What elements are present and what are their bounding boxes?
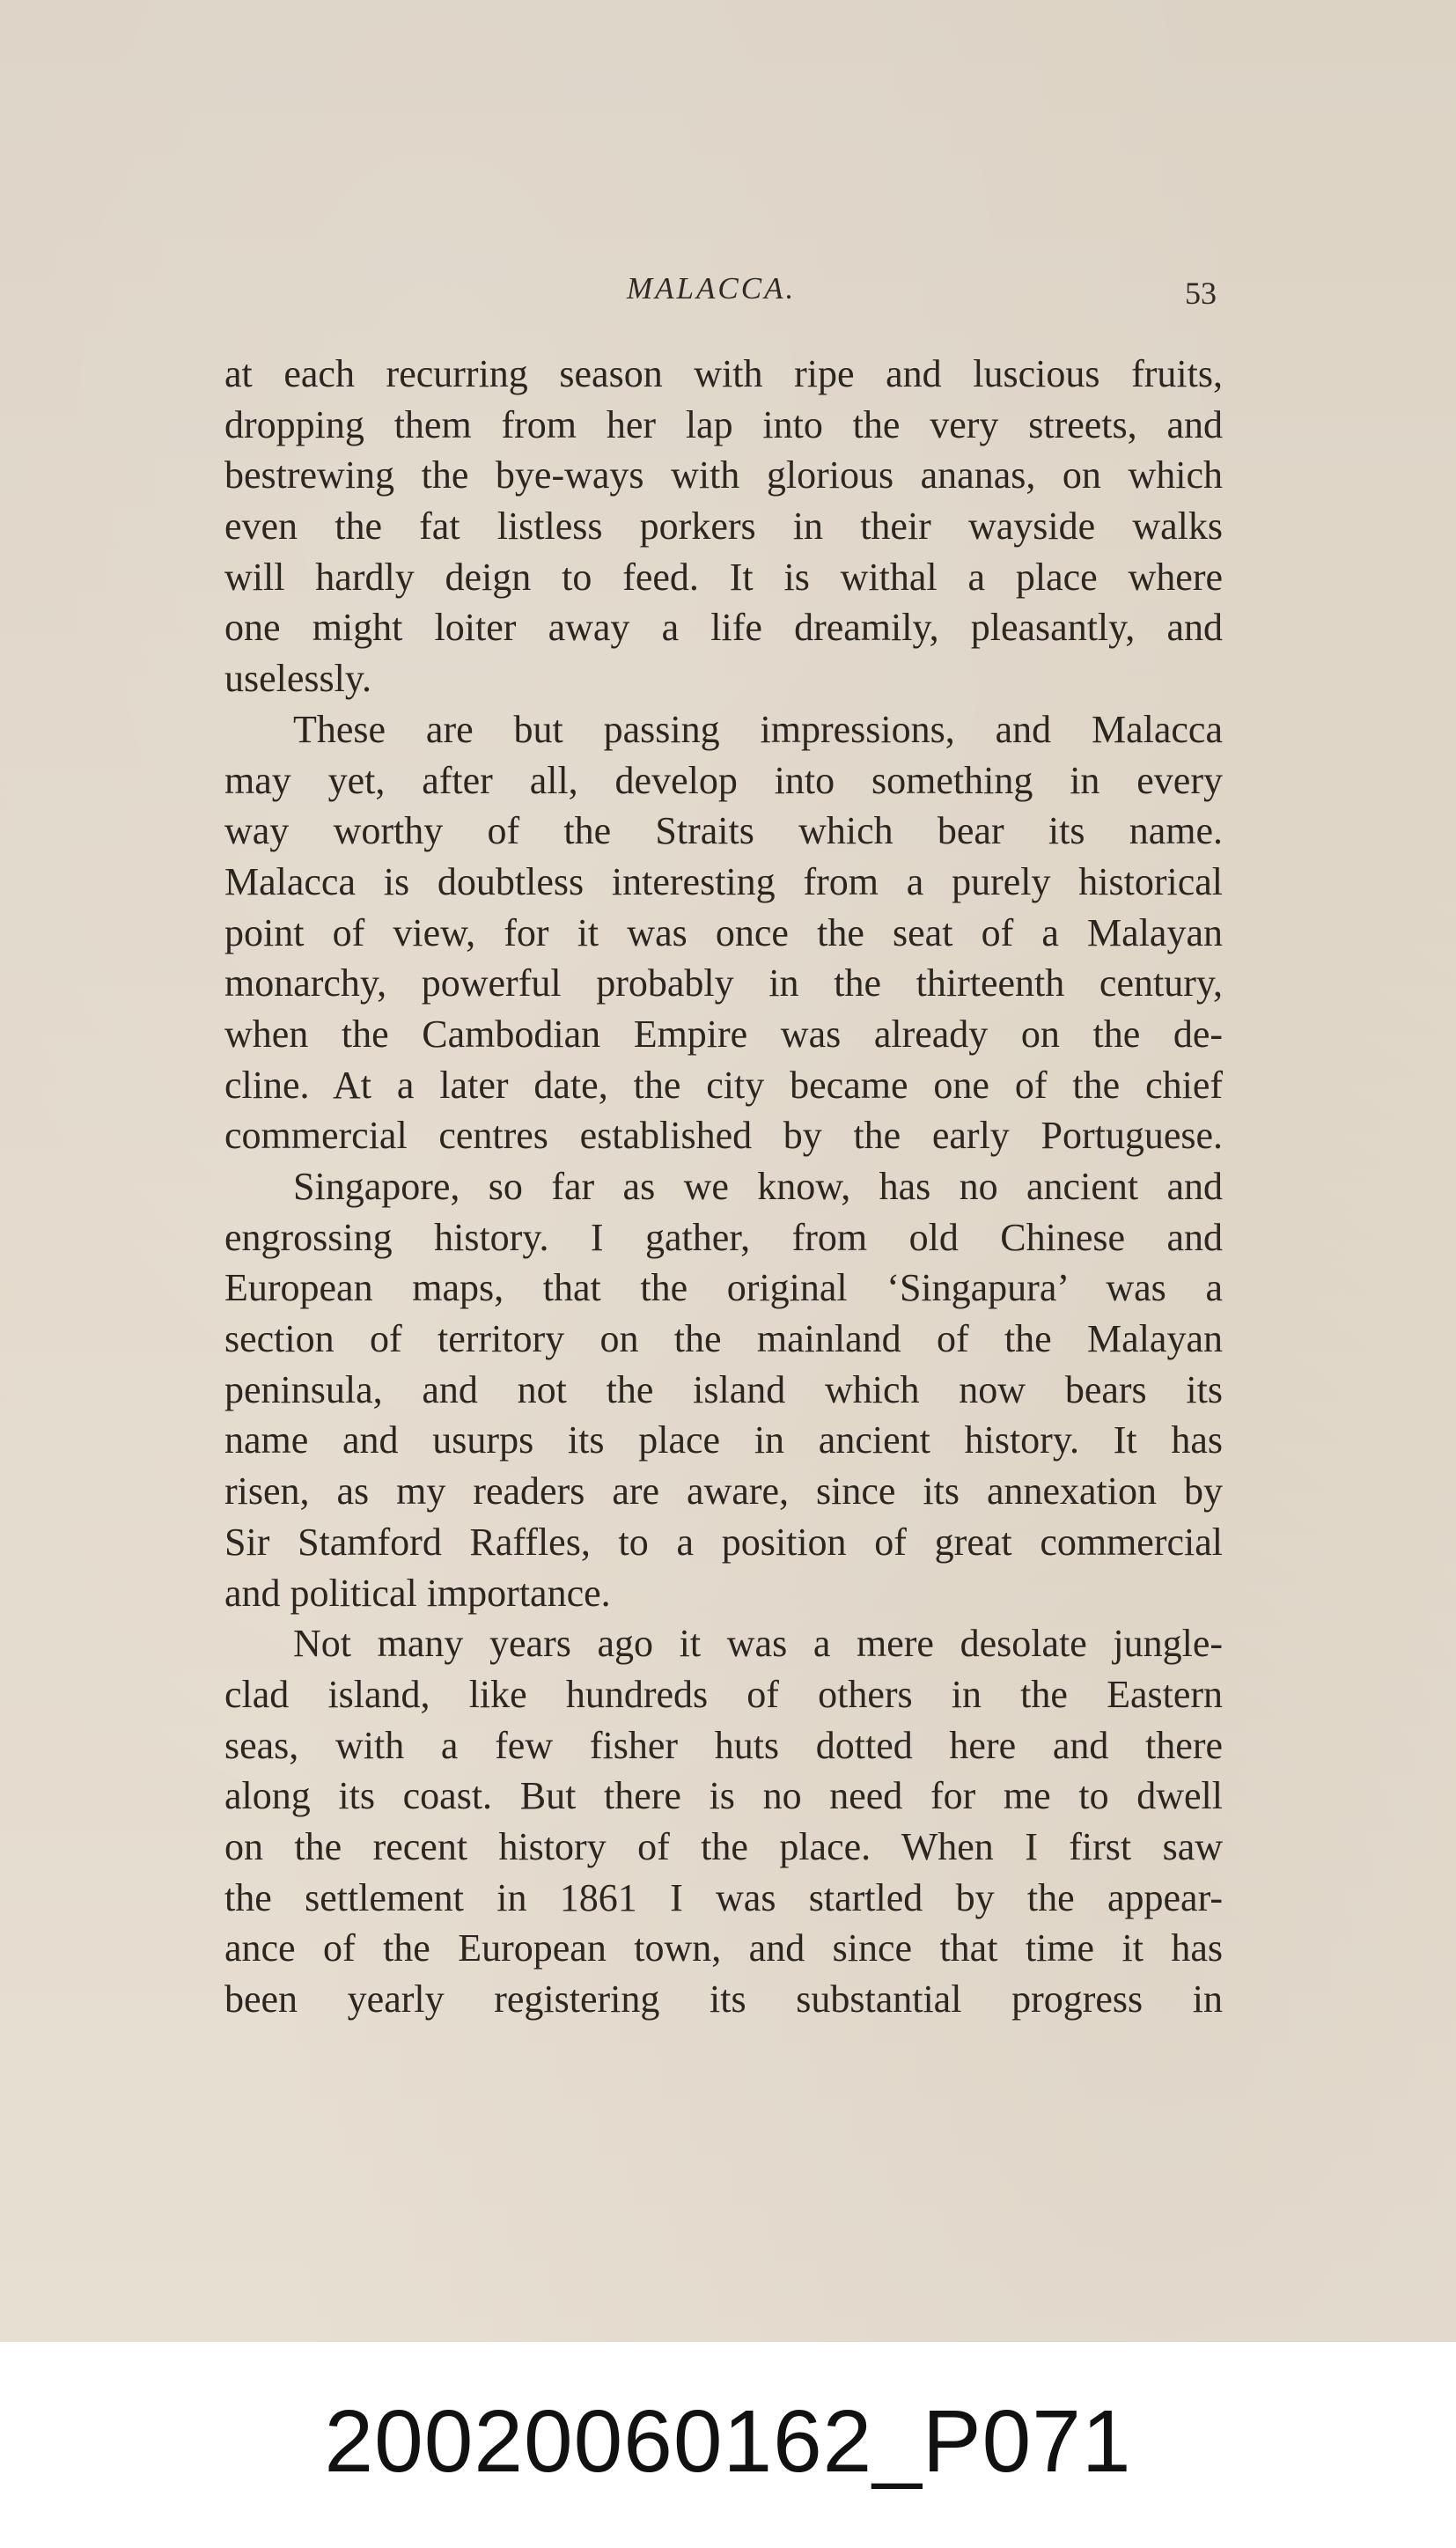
text-line: section of territory on the mainland of the Malayan: [224, 1317, 1223, 1361]
text-line: peninsula, and not the island which now bears its: [224, 1367, 1223, 1411]
text-line: at each recurring season with ripe and luscious fruits,: [224, 352, 1223, 395]
text-line: monarchy, powerful probably in the thirteenth century,: [224, 961, 1223, 1005]
text-line: dropping them from her lap into the very streets, and: [224, 402, 1223, 446]
text-line: when the Cambodian Empire was already on the de-: [224, 1012, 1223, 1056]
text-line: name and usurps its place in ancient history. It has: [224, 1418, 1223, 1462]
text-line: one might loiter away a life dreamily, pleasantly, and: [224, 606, 1223, 650]
text-line: uselessly.: [224, 657, 372, 701]
text-line: way worthy of the Straits which bear its name.: [224, 809, 1223, 853]
text-line: engrossing history. I gather, from old Chinese and: [224, 1215, 1223, 1259]
text-line: and political importance.: [224, 1571, 611, 1615]
text-line: Not many years ago it was a mere desolate jungle-: [293, 1622, 1223, 1666]
text-line: Singapore, so far as we know, has no ancient and: [293, 1165, 1223, 1208]
text-line: will hardly deign to feed. It is withal a place where: [224, 555, 1223, 599]
text-line: European maps, that the original ‘Singapura’ was a: [224, 1266, 1223, 1310]
text-line: risen, as my readers are aware, since its annexation by: [224, 1469, 1223, 1513]
page-number: 53: [1185, 276, 1217, 311]
text-line: even the fat listless porkers in their wayside walks: [224, 504, 1223, 549]
text-line: Malacca is doubtless interesting from a purely historical: [224, 859, 1223, 903]
text-line: the settlement in 1861 I was startled by the appear-: [224, 1875, 1223, 1919]
text-line: seas, with a few fisher huts dotted here and there: [224, 1723, 1223, 1767]
text-line: along its coast. But there is no need for me to dwell: [224, 1774, 1223, 1818]
body-text: [224, 349, 1223, 2025]
text-line: commercial centres established by the early Portuguese.: [224, 1114, 1223, 1158]
running-title: MALACCA.: [627, 271, 797, 306]
text-line: clad island, like hundreds of others in the Eastern: [224, 1672, 1223, 1716]
running-head: [0, 271, 1456, 324]
text-line: may yet, after all, develop into something in every: [224, 758, 1223, 802]
text-line: Sir Stamford Raffles, to a position of great commercial: [224, 1520, 1223, 1564]
text-line: bestrewing the bye-ways with glorious ananas, on which: [224, 453, 1223, 497]
text-line: been yearly registering its substantial progress in: [224, 1977, 1223, 2021]
text-line: on the recent history of the place. When I first saw: [224, 1824, 1223, 1868]
text-line: These are but passing impressions, and Malacca: [293, 707, 1223, 751]
scan-caption-area: [0, 2342, 1456, 2548]
text-line: ance of the European town, and since that time it has: [224, 1926, 1223, 1970]
scan-identifier: 20020060162_P071: [324, 2392, 1132, 2491]
text-line: cline. At a later date, the city became one of the chief: [224, 1063, 1223, 1107]
text-line: point of view, for it was once the seat of a Malayan: [224, 910, 1223, 954]
